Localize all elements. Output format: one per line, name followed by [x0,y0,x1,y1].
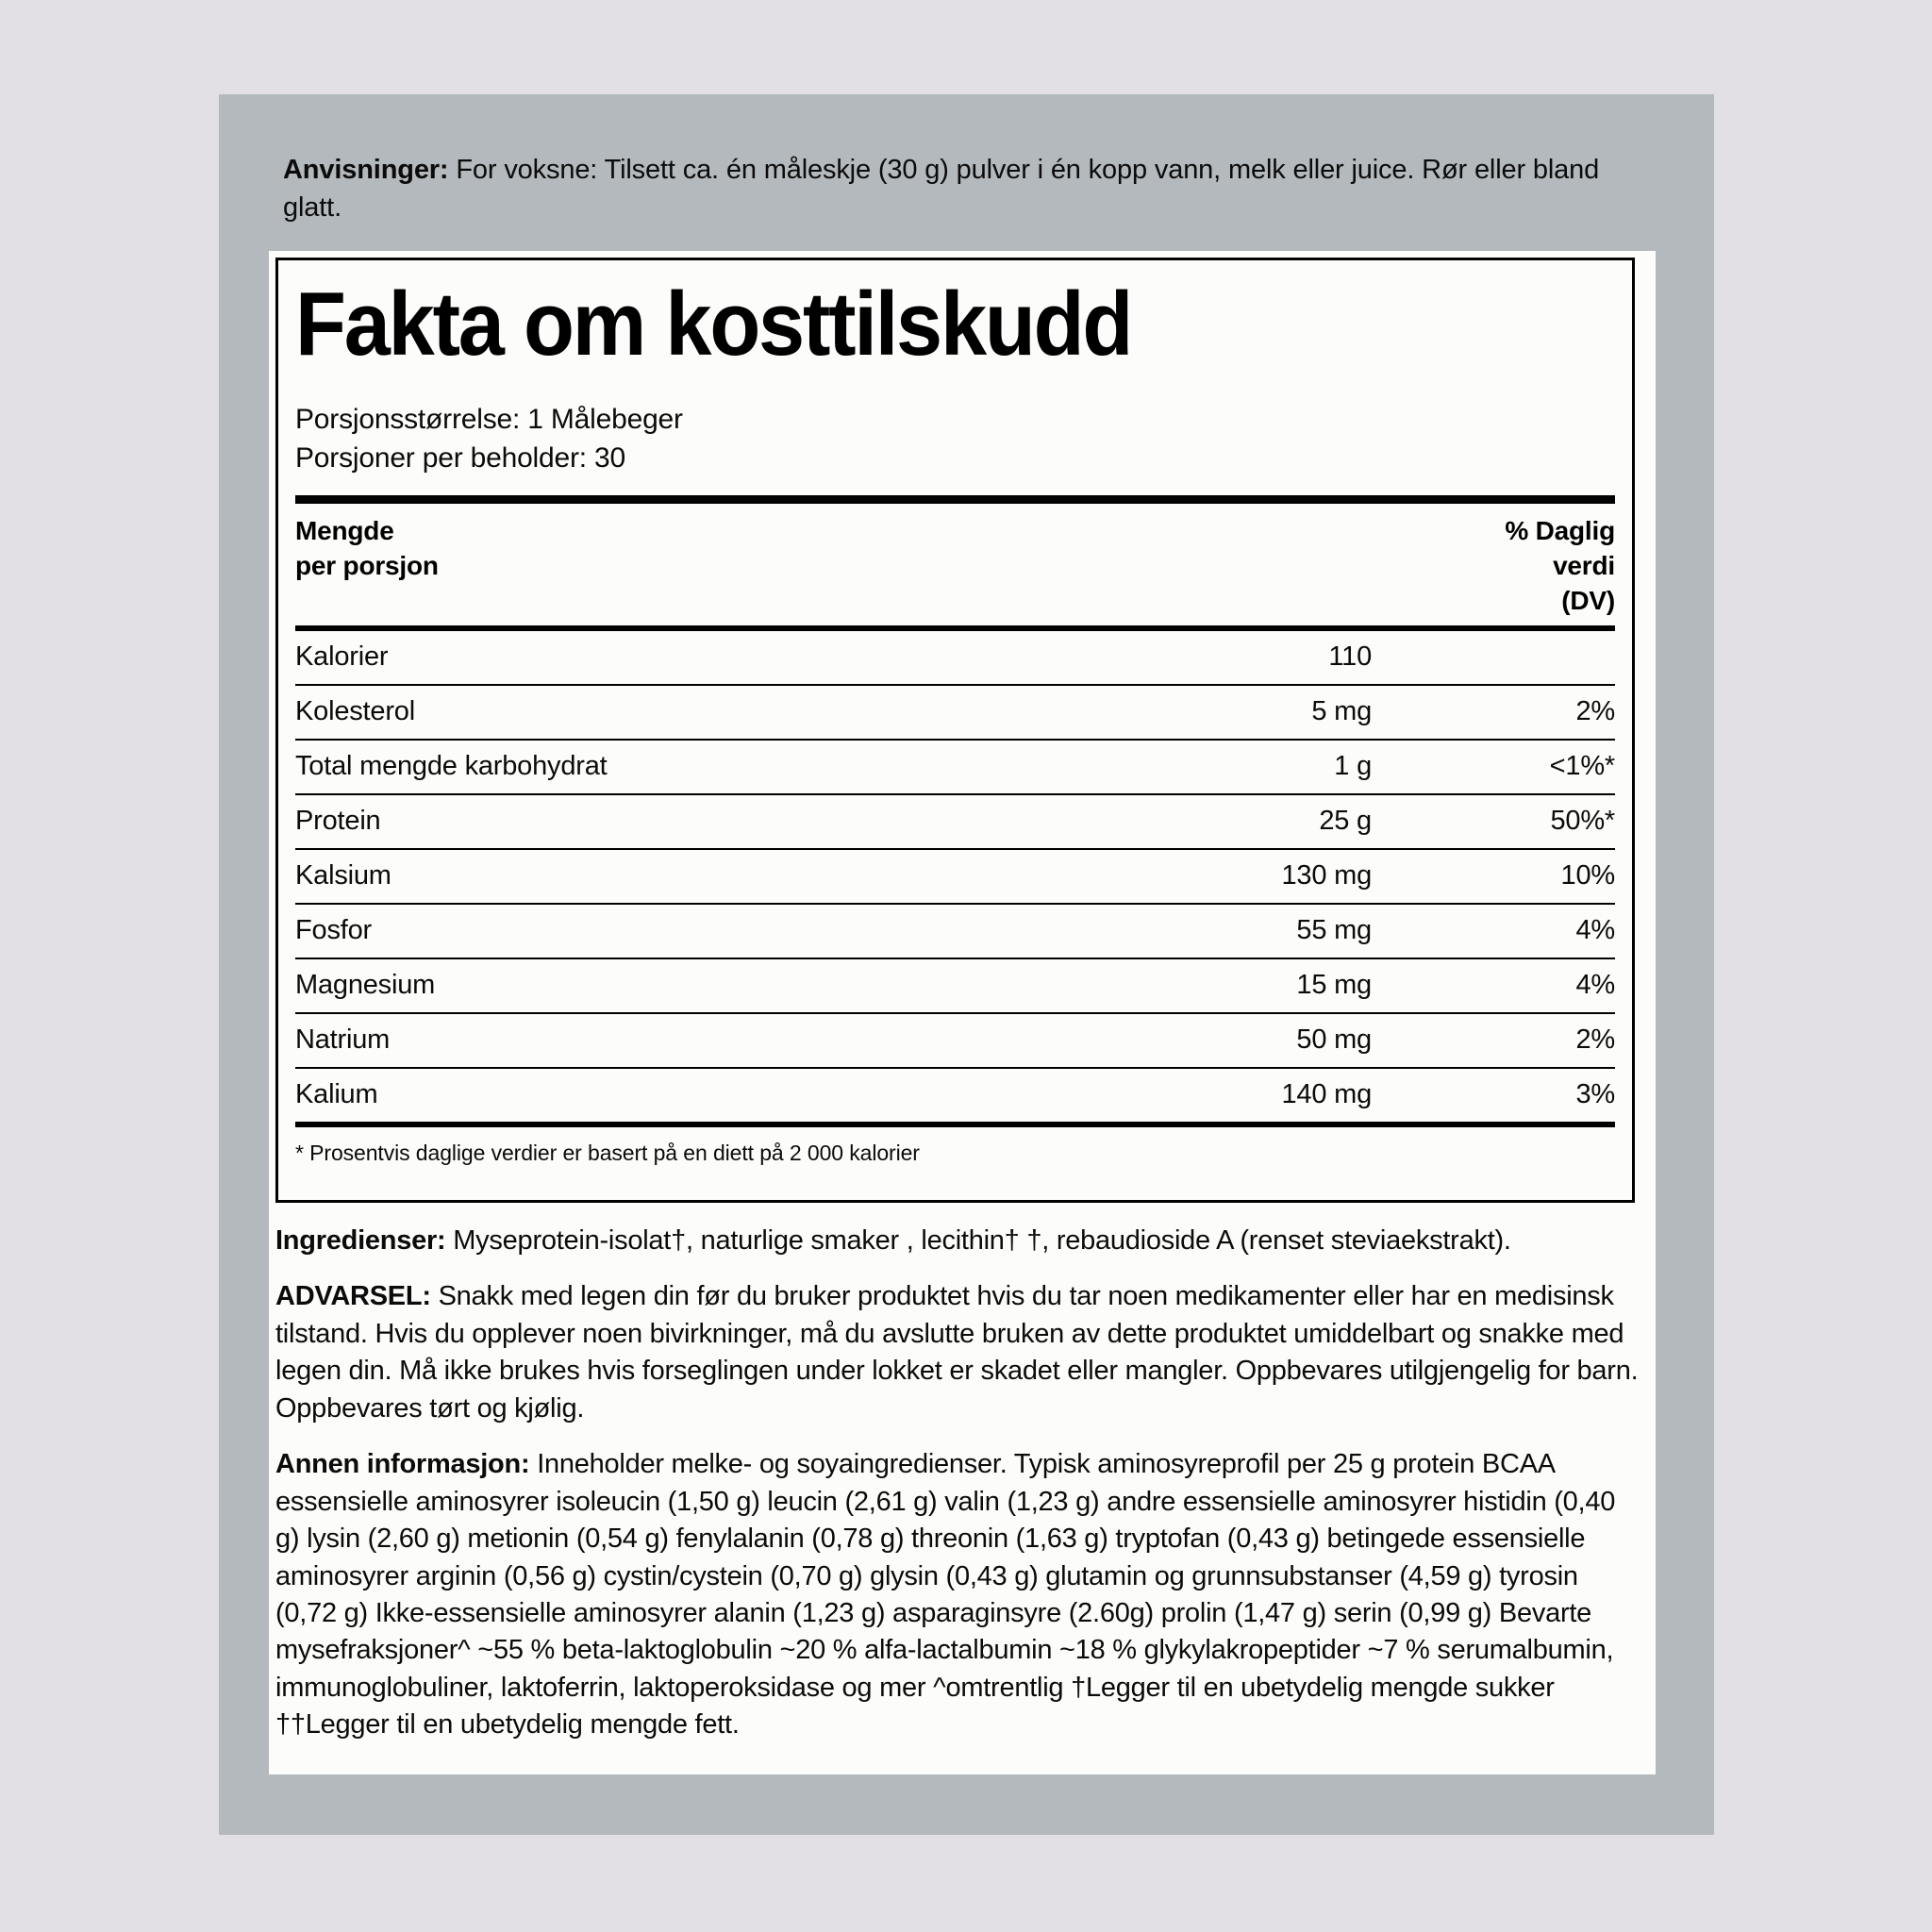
nutrient-amount: 5 mg [1009,685,1492,740]
table-row [295,1068,1615,1122]
nutrient-name: Kalium [295,1079,378,1110]
amount-per-serving-header [295,513,439,583]
label-text-blocks [275,1223,1641,1744]
nutrient-name: Kalorier [295,631,1009,685]
rule-above-header [295,495,1615,504]
serving-info [295,400,1615,478]
nutrient-name: Total mengde karbohydrat [295,740,1009,794]
nutrient-daily-value: <1%* [1492,740,1615,794]
table-row [295,631,1615,685]
table-row [295,904,1615,958]
table-row [295,1013,1615,1068]
warning-block [275,1278,1641,1427]
daily-value-footnote: * Prosentvis daglige verdier er basert på en diett på 2 000 kalorier [295,1141,920,1166]
nutrient-amount: 130 mg [1009,849,1492,904]
product-label-panel [219,94,1714,1835]
nutrient-daily-value [1492,631,1615,685]
table-row [295,958,1615,1013]
directions-body: For voksne: Tilsett ca. én måleskje (30 g) pulver i én kopp vann, melk eller juice. Rør eller bland glatt. [283,155,1600,224]
nutrient-amount: 50 mg [1009,1013,1492,1068]
nutrient-name: Protein [295,794,1009,849]
servings-per-container-line: Porsjoner per beholder: 30 [295,442,626,475]
other-information-body: Inneholder melke- og soyaingredienser. Typisk aminosyreprofil per 25 g protein BCAA essensielle aminosyrer isoleucin (1,50 g) leucin (2,61 g) valin (1,23 g) andre essensielle aminosyrer histidin (0,40 g) lysin (2,60 g) metionin (0,54 g) fenylalanin (0,78 g) threonin (1,63 g) tryptofan (0,43 g) betingede essensielle aminosyrer arginin (0,56 g) cystin/cystein (0,70 g) glysin (0,43 g) glutamin og grunnsubstanser (4,59 g) tyrosin (0,72 g) Ikke-essensielle aminosyrer alanin (1,23 g) asparaginsyre (2.60g) prolin (1,47 g) serin (0,99 g) Bevarte mysefraksjoner^ ~55 % beta-laktoglobulin ~20 % alfa-lactalbumin ~18 % glykylakropeptider ~7 % serumalbumin, immunoglobuliner, laktoferrin, laktoperoksidase og mer ^omtrentlig †Legger til en ubetydelig mengde sukker ††Legger til en ubetydelig mengde fett. [275,1449,1616,1740]
nutrient-daily-value: 50%* [1492,794,1615,849]
amount-header-line2: per porsjon [295,551,439,581]
nutrient-name: Kolesterol [295,685,1009,740]
supplement-facts-box [275,258,1635,1203]
daily-value-header [1505,513,1615,619]
nutrient-daily-value: 4% [1492,958,1615,1013]
nutrient-amount: 140 mg [1281,1079,1372,1110]
nutrient-name: Magnesium [295,958,1009,1013]
nutrient-daily-value: 3% [1575,1079,1615,1110]
nutrient-daily-value: 4% [1492,904,1615,958]
nutrient-amount: 15 mg [1009,958,1492,1013]
nutrient-amount: 25 g [1009,794,1492,849]
supplement-facts-card [269,251,1656,1774]
other-information-label: Annen informasjon: [275,1449,530,1480]
table-column-headers [295,504,1615,626]
page-title: Fakta om kosttilskudd [295,274,1132,375]
table-row [295,685,1615,740]
nutrient-name: Kalsium [295,849,1009,904]
ingredients-label: Ingredienser: [275,1225,446,1256]
nutrient-name: Fosfor [295,904,1009,958]
warning-label: ADVARSEL: [275,1281,431,1312]
amount-header-line1: Mengde [295,515,394,545]
dv-header-line3: (DV) [1561,586,1615,616]
serving-size-line: Porsjonsstørrelse: 1 Målebeger [295,404,683,435]
table-row [295,849,1615,904]
other-information-block [275,1446,1641,1744]
table-row [295,740,1615,794]
dv-header-line2: verdi [1553,551,1615,581]
dv-header-line1: % Daglig [1505,515,1615,545]
table-row [295,794,1615,849]
directions-text [283,151,1623,226]
nutrient-amount: 1 g [1009,740,1492,794]
ingredients-body: Myseprotein-isolat†, naturlige smaker , lecithin† †, rebaudioside A (renset steviaekstrakt). [445,1225,1511,1256]
nutrient-daily-value: 2% [1492,685,1615,740]
nutrient-amount: 55 mg [1009,904,1492,958]
nutrient-daily-value: 10% [1492,849,1615,904]
nutrient-table [295,631,1615,1122]
nutrient-amount: 110 [1009,631,1492,685]
ingredients-block [275,1223,1641,1259]
nutrient-name: Natrium [295,1013,1009,1068]
warning-body: Snakk med legen din før du bruker produktet hvis du tar noen medikamenter eller har en medisinsk tilstand. Hvis du opplever noen bivirkninger, må du avslutte bruken av dette produktet umiddelbart og snakke med legen din. Må ikke brukes hvis forseglingen under lokket er skadet eller mangler. Oppbevares utilgjengelig for barn. Oppbevares tørt og kjølig. [275,1281,1639,1424]
directions-label: Anvisninger: [283,155,449,185]
nutrient-daily-value: 2% [1492,1013,1615,1068]
